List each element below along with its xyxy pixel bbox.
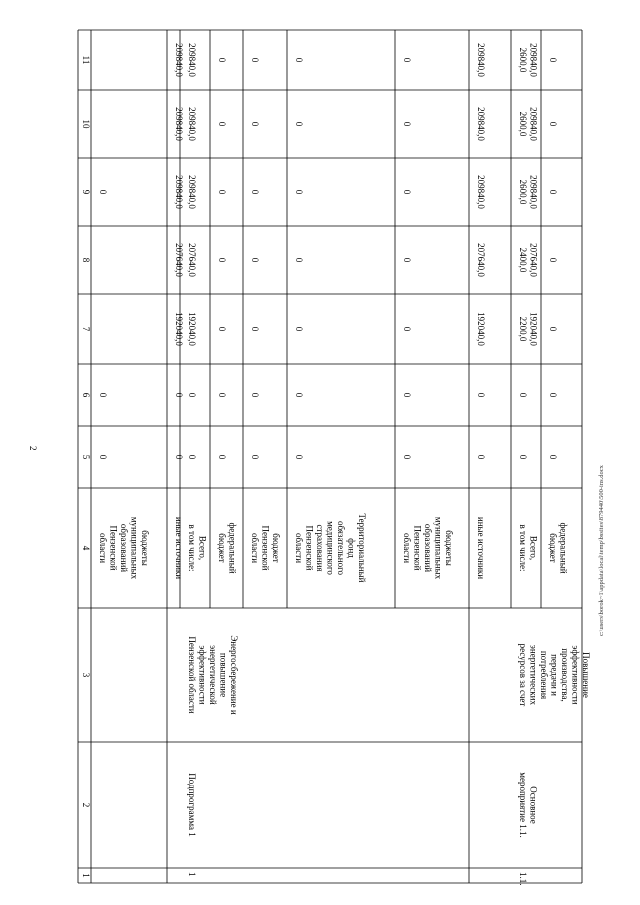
svg-text:0: 0 [476,392,486,398]
svg-text:Пензенской: Пензенской [304,525,315,571]
svg-text:области: области [98,532,108,564]
svg-text:209840,0: 209840,0 [187,107,197,141]
row-3-value-col7 [217,327,227,332]
row-7-value-col9 [476,175,486,209]
svg-text:11: 11 [81,55,91,65]
row-2-source [187,525,208,572]
row-7-value-col5 [476,455,486,460]
svg-text:ресурсов за счет: ресурсов за счет [518,643,528,707]
row-5-source [294,514,367,583]
column-header-10 [81,120,91,130]
row-9-value-col6 [548,393,558,398]
row-9-value-col5 [548,455,558,460]
svg-text:передачи и: передачи и [549,654,560,696]
row-8-value-col5 [518,455,528,460]
row-7-value-col7 [476,312,486,346]
row-6-value-col10 [402,122,412,127]
page-number: 2 [28,446,38,451]
row-8-value-col11 [518,43,539,77]
row-7-value-col6 [476,393,486,398]
svg-text:0: 0 [402,121,412,127]
svg-text:области: области [294,532,304,564]
row-2-value-col5 [187,455,197,460]
svg-text:муниципальных: муниципальных [129,516,140,580]
svg-text:1: 1 [81,873,91,878]
row-8-name [518,772,539,837]
svg-text:муниципальных: муниципальных [433,516,444,580]
svg-text:Повышение: Повышение [581,652,591,698]
row-8-value-col7 [518,312,539,346]
row-2-value-col9 [187,175,197,209]
svg-text:области: области [402,532,412,564]
row-5-value-col11 [294,58,304,63]
svg-text:209840,0: 209840,0 [528,175,539,209]
row-8-source [518,525,539,572]
svg-text:бюджет: бюджет [548,533,558,563]
svg-text:Основное: Основное [528,786,539,824]
svg-text:страхования: страхования [315,524,325,572]
svg-text:Пензенской: Пензенской [412,525,423,571]
svg-text:209840,0: 209840,0 [476,43,486,77]
svg-text:Пензенской области: Пензенской области [187,636,197,714]
svg-text:0: 0 [217,454,227,460]
row-0-value-col6 [98,393,108,398]
svg-text:209840,0: 209840,0 [476,175,486,209]
svg-text:192040,0: 192040,0 [528,312,539,346]
svg-text:207640,0: 207640,0 [528,243,539,277]
row-8-value-col9 [518,175,539,209]
row-4-value-col9 [250,190,260,195]
svg-text:фонд: фонд [346,538,357,558]
row-2-description [187,635,239,714]
row-6-value-col7 [402,327,412,332]
svg-text:6: 6 [81,392,91,398]
row-4-value-col11 [250,58,260,63]
row-0-value-col9 [98,190,108,195]
svg-text:0: 0 [294,189,304,195]
svg-text:0: 0 [250,257,260,263]
row-2-name [187,773,197,836]
svg-text:Подпрограмма 1: Подпрограмма 1 [187,773,197,837]
svg-text:Пензенской: Пензенской [260,525,271,571]
svg-text:0: 0 [250,454,260,460]
file-path-footer: c:\users\borok~1\appdata\local\temp\bssites\879440\500-ins.docx [598,465,605,636]
row-9-value-col11 [548,58,558,63]
row-1-value-col6 [174,393,184,398]
svg-text:энергетической: энергетической [208,645,218,705]
svg-text:0: 0 [217,326,227,332]
svg-text:0: 0 [294,57,304,63]
row-9-value-col8 [548,258,558,263]
row-0-value-col5 [98,455,108,460]
svg-text:бюджеты: бюджеты [140,530,150,566]
row-1-value-col10 [174,107,184,141]
row-5-value-col6 [294,393,304,398]
svg-text:0: 0 [217,121,227,127]
svg-text:повышение: повышение [218,652,229,698]
svg-text:10: 10 [81,119,91,129]
svg-text:области: области [250,532,260,564]
svg-text:0: 0 [402,257,412,263]
svg-text:эффективности: эффективности [197,645,208,705]
row-8-value-col6 [518,393,528,398]
row-6-value-col9 [402,190,412,195]
svg-text:5: 5 [81,454,91,460]
row-6-value-col8 [402,258,412,263]
column-header-6 [81,393,91,398]
row-8-value-col8 [518,243,539,277]
row-1-value-col11 [174,43,184,77]
svg-text:образований: образований [423,523,433,573]
svg-text:4: 4 [81,545,91,551]
svg-text:0: 0 [217,189,227,195]
svg-text:обязательного: обязательного [336,520,346,576]
svg-text:2200,0: 2200,0 [518,316,528,342]
svg-text:0: 0 [98,392,108,398]
svg-text:федеральный: федеральный [227,522,238,574]
svg-text:мероприятие 1.1.: мероприятие 1.1. [518,772,528,838]
column-header-9 [81,190,91,195]
svg-text:9: 9 [81,189,91,195]
row-6-value-col5 [402,455,412,460]
svg-text:Всего,: Всего, [197,535,208,561]
row-7-value-col11 [476,43,486,77]
svg-text:2400,0: 2400,0 [518,247,528,273]
row-9-value-col9 [548,190,558,195]
row-5-value-col7 [294,327,304,332]
svg-text:209840,0: 209840,0 [174,43,184,77]
svg-text:0: 0 [250,326,260,332]
row-8-value-col10 [518,107,539,141]
svg-text:209840,0: 209840,0 [187,43,197,77]
svg-text:3: 3 [81,672,91,678]
svg-text:0: 0 [548,121,558,127]
row-1-value-col5 [174,455,184,460]
svg-text:эффективности: эффективности [570,645,581,705]
svg-text:0: 0 [217,57,227,63]
svg-text:2: 2 [81,802,91,808]
svg-text:0: 0 [217,257,227,263]
svg-text:0: 0 [402,392,412,398]
row-4-source [250,526,281,571]
row-7-source [476,517,486,579]
row-2-value-col7 [187,312,197,346]
svg-text:иные источники: иные источники [476,516,486,580]
svg-text:1: 1 [187,872,197,877]
row-2-value-col11 [187,43,197,77]
svg-text:7: 7 [81,326,91,332]
svg-text:энергетических: энергетических [528,645,539,705]
svg-text:производства,: производства, [560,648,570,702]
svg-text:0: 0 [174,392,184,398]
svg-text:0: 0 [250,57,260,63]
svg-text:0: 0 [187,392,197,398]
svg-text:федеральный: федеральный [558,522,569,574]
row-8-description [518,644,591,707]
row-7-value-col10 [476,107,486,141]
svg-text:0: 0 [174,454,184,460]
svg-text:Пензенской: Пензенской [108,525,119,571]
row-3-value-col6 [217,393,227,398]
svg-text:0: 0 [476,454,486,460]
svg-text:209840,0: 209840,0 [528,43,539,77]
row-0-source [98,517,150,580]
row-6-value-col11 [402,58,412,63]
row-2-value-col10 [187,107,197,141]
row-4-value-col7 [250,327,260,332]
row-4-value-col8 [250,258,260,263]
svg-text:медицинского: медицинского [325,521,336,575]
svg-text:0: 0 [250,392,260,398]
column-header-7 [81,327,91,332]
column-header-2 [81,803,91,808]
row-9-value-col10 [548,122,558,127]
svg-text:Энергосбережение и: Энергосбережение и [229,635,239,715]
svg-text:0: 0 [518,454,528,460]
svg-text:иные источники: иные источники [174,516,184,580]
column-header-5 [81,455,91,460]
svg-text:209840,0: 209840,0 [528,107,539,141]
svg-text:0: 0 [548,392,558,398]
svg-text:8: 8 [81,257,91,263]
row-7-value-col8 [476,243,486,277]
svg-text:0: 0 [294,392,304,398]
svg-text:образований: образований [119,523,129,573]
row-6-value-col6 [402,393,412,398]
row-8-number [518,872,528,886]
row-3-value-col11 [217,58,227,63]
svg-text:207640,0: 207640,0 [187,243,197,277]
svg-text:бюджет: бюджет [271,533,281,563]
svg-text:0: 0 [402,326,412,332]
row-5-value-col5 [294,455,304,460]
svg-text:в том числе:: в том числе: [518,524,528,572]
svg-text:2600,0: 2600,0 [518,47,528,73]
svg-text:Территориальный: Территориальный [357,513,367,583]
row-2-number [187,872,197,877]
row-1-value-col9 [174,175,184,209]
row-4-value-col6 [250,393,260,398]
row-1-value-col7 [174,312,184,346]
row-5-value-col10 [294,122,304,127]
svg-text:0: 0 [402,57,412,63]
svg-text:бюджеты: бюджеты [444,530,454,566]
row-6-source [402,517,454,580]
row-1-source [174,517,184,579]
column-header-4 [81,546,91,551]
column-header-3 [81,673,91,678]
row-1-value-col8 [174,243,184,277]
svg-text:209840,0: 209840,0 [174,107,184,141]
svg-text:209840,0: 209840,0 [174,175,184,209]
svg-text:0: 0 [294,326,304,332]
svg-text:2600,0: 2600,0 [518,179,528,205]
svg-text:0: 0 [548,454,558,460]
svg-text:0: 0 [250,189,260,195]
svg-text:192040,0: 192040,0 [174,312,184,346]
row-4-value-col10 [250,122,260,127]
row-9-value-col7 [548,327,558,332]
svg-text:0: 0 [250,121,260,127]
svg-text:0: 0 [402,189,412,195]
svg-text:192040,0: 192040,0 [476,312,486,346]
svg-text:0: 0 [402,454,412,460]
svg-text:1.1.: 1.1. [518,872,528,886]
svg-text:0: 0 [548,326,558,332]
row-4-value-col5 [250,455,260,460]
svg-text:0: 0 [518,392,528,398]
svg-text:бюджет: бюджет [217,533,227,563]
svg-text:209840,0: 209840,0 [187,175,197,209]
svg-text:207640,0: 207640,0 [174,243,184,277]
svg-text:0: 0 [217,392,227,398]
column-header-1 [81,873,91,878]
svg-text:в том числе:: в том числе: [187,524,197,572]
row-3-value-col9 [217,190,227,195]
svg-text:0: 0 [98,189,108,195]
svg-text:потребления: потребления [539,650,549,700]
svg-text:2600,0: 2600,0 [518,111,528,137]
svg-text:207640,0: 207640,0 [476,243,486,277]
row-2-value-col8 [187,243,197,277]
row-3-value-col10 [217,122,227,127]
row-2-value-col6 [187,393,197,398]
column-header-8 [81,258,91,263]
svg-text:0: 0 [548,257,558,263]
svg-text:209840,0: 209840,0 [476,107,486,141]
row-3-source [217,522,238,573]
svg-text:0: 0 [294,454,304,460]
row-3-value-col8 [217,258,227,263]
svg-text:192040,0: 192040,0 [187,312,197,346]
svg-text:0: 0 [187,454,197,460]
row-5-value-col8 [294,258,304,263]
svg-text:0: 0 [548,57,558,63]
column-header-11 [81,56,91,65]
svg-text:0: 0 [294,257,304,263]
row-3-value-col5 [217,455,227,460]
svg-text:0: 0 [548,189,558,195]
row-9-source [548,522,569,573]
svg-text:0: 0 [98,454,108,460]
row-5-value-col9 [294,190,304,195]
svg-text:Всего,: Всего, [528,535,539,561]
svg-text:0: 0 [294,121,304,127]
